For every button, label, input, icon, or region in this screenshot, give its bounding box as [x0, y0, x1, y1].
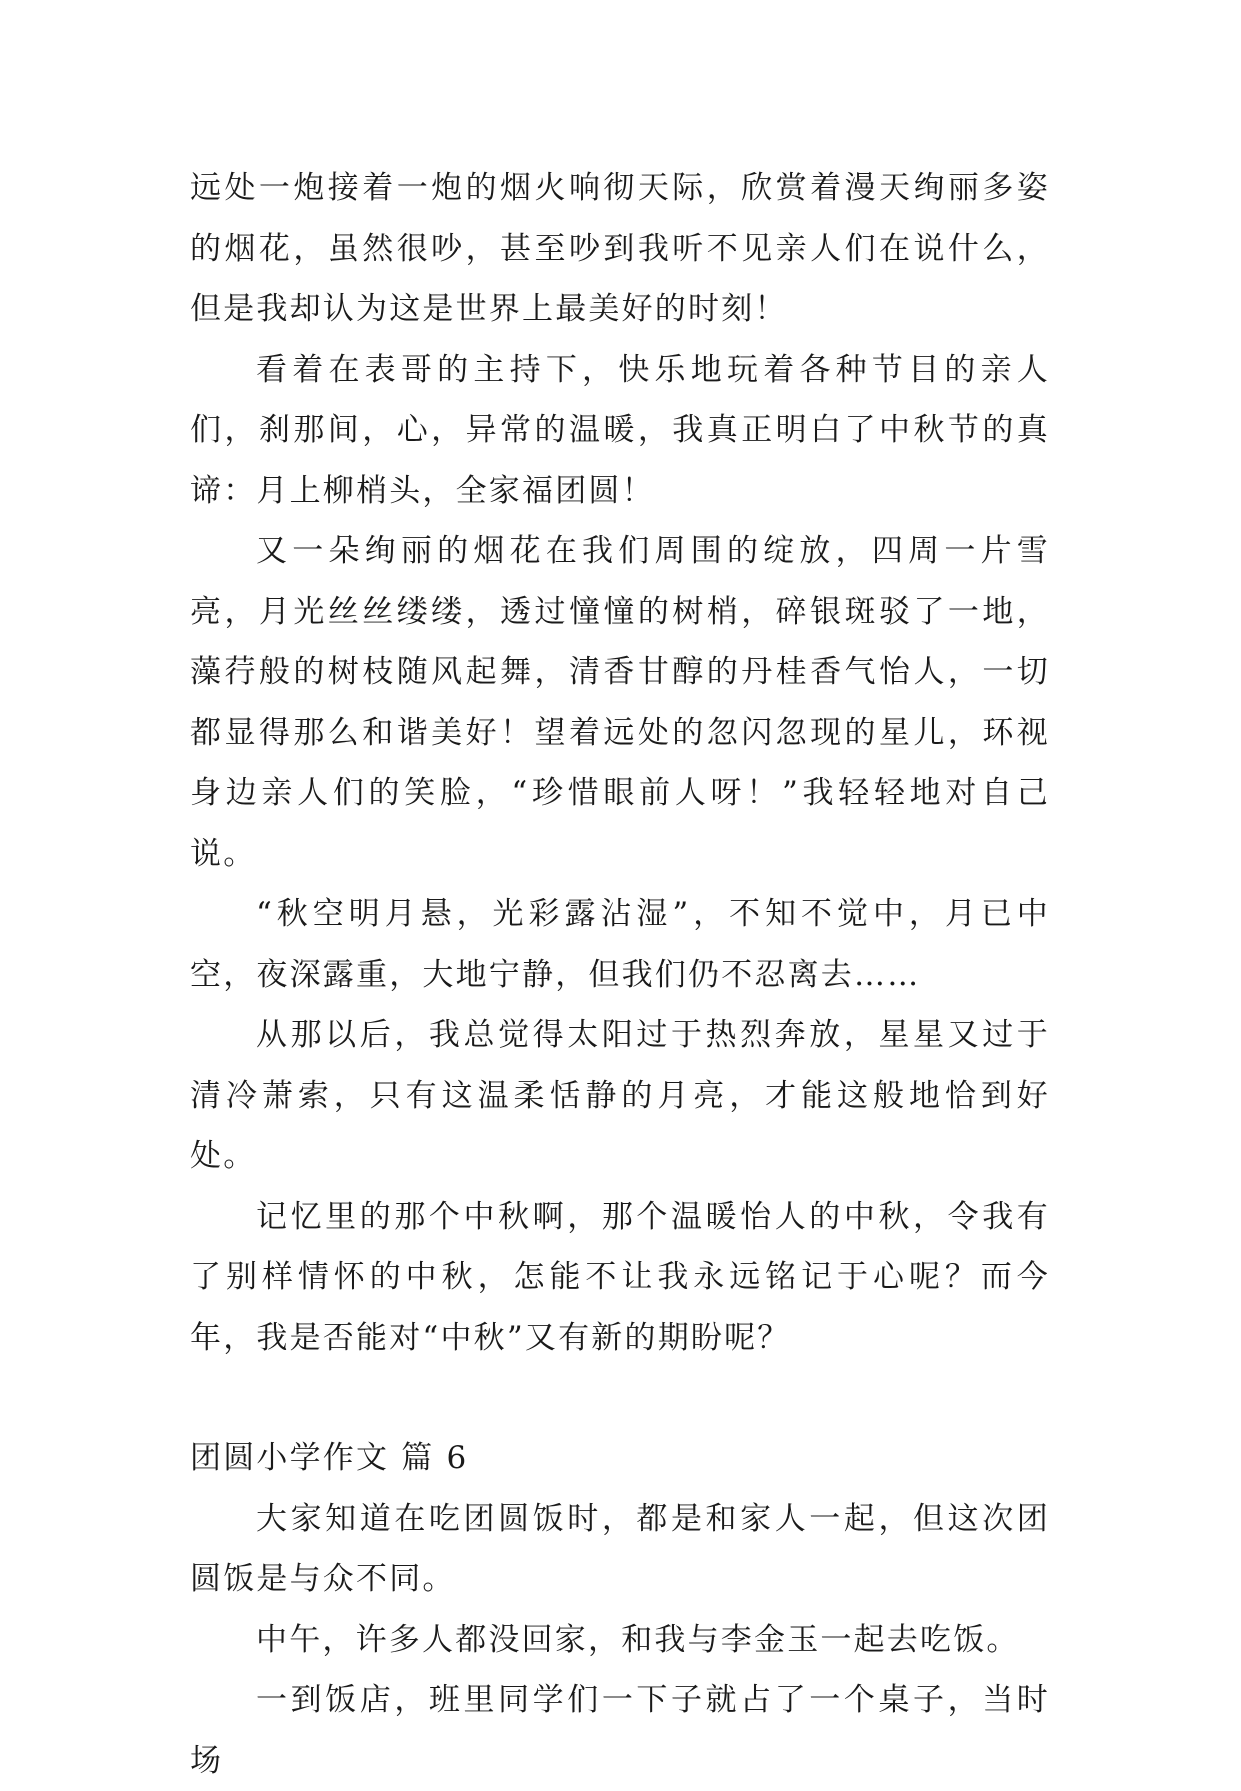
paragraph-2: 看着在表哥的主持下，快乐地玩着各种节目的亲人们，刹那间，心，异常的温暖，我真正明白了中秋节的真谛：月上柳梢头，全家福团圆！	[190, 351, 1050, 509]
paragraph-7: 大家知道在吃团圆饭时，都是和家人一起，但这次团圆饭是与众不同。	[190, 1500, 1050, 1597]
paragraph-6: 记忆里的那个中秋啊，那个温暖怡人的中秋，令我有了别样情怀的中秋，怎能不让我永远铭记于心呢？而今年，我是否能对“中秋”又有新的期盼呢？	[190, 1198, 1050, 1356]
paragraph-4: “秋空明月悬，光彩露沾湿”，不知不觉中，月已中空，夜深露重，大地宁静，但我们仍不忍离去……	[190, 896, 1050, 993]
section-heading: 团圆小学作文 篇 6	[190, 1440, 469, 1476]
document-body	[190, 158, 1050, 1791]
paragraph-3: 又一朵绚丽的烟花在我们周围的绽放，四周一片雪亮，月光丝丝缕缕，透过憧憧的树梢，碎银斑驳了一地，藻荇般的树枝随风起舞，清香甘醇的丹桂香气怡人，一切都显得那么和谐美好！望着远处的忽闪忽现的星儿，环视身边亲人们的笑脸，“珍惜眼前人呀！”我轻轻地对自己说。	[190, 533, 1050, 872]
paragraph-9: 一到饭店，班里同学们一下子就占了一个桌子，当时场	[190, 1682, 1050, 1779]
paragraph-1: 远处一炮接着一炮的烟火响彻天际，欣赏着漫天绚丽多姿的烟花，虽然很吵，甚至吵到我听不见亲人们在说什么，但是我却认为这是世界上最美好的时刻！	[190, 170, 1050, 327]
paragraph-8: 中午，许多人都没回家，和我与李金玉一起去吃饭。	[256, 1621, 1020, 1658]
paragraph-5: 从那以后，我总觉得太阳过于热烈奔放，星星又过于清冷萧索，只有这温柔恬静的月亮，才能这般地恰到好处。	[190, 1017, 1050, 1174]
